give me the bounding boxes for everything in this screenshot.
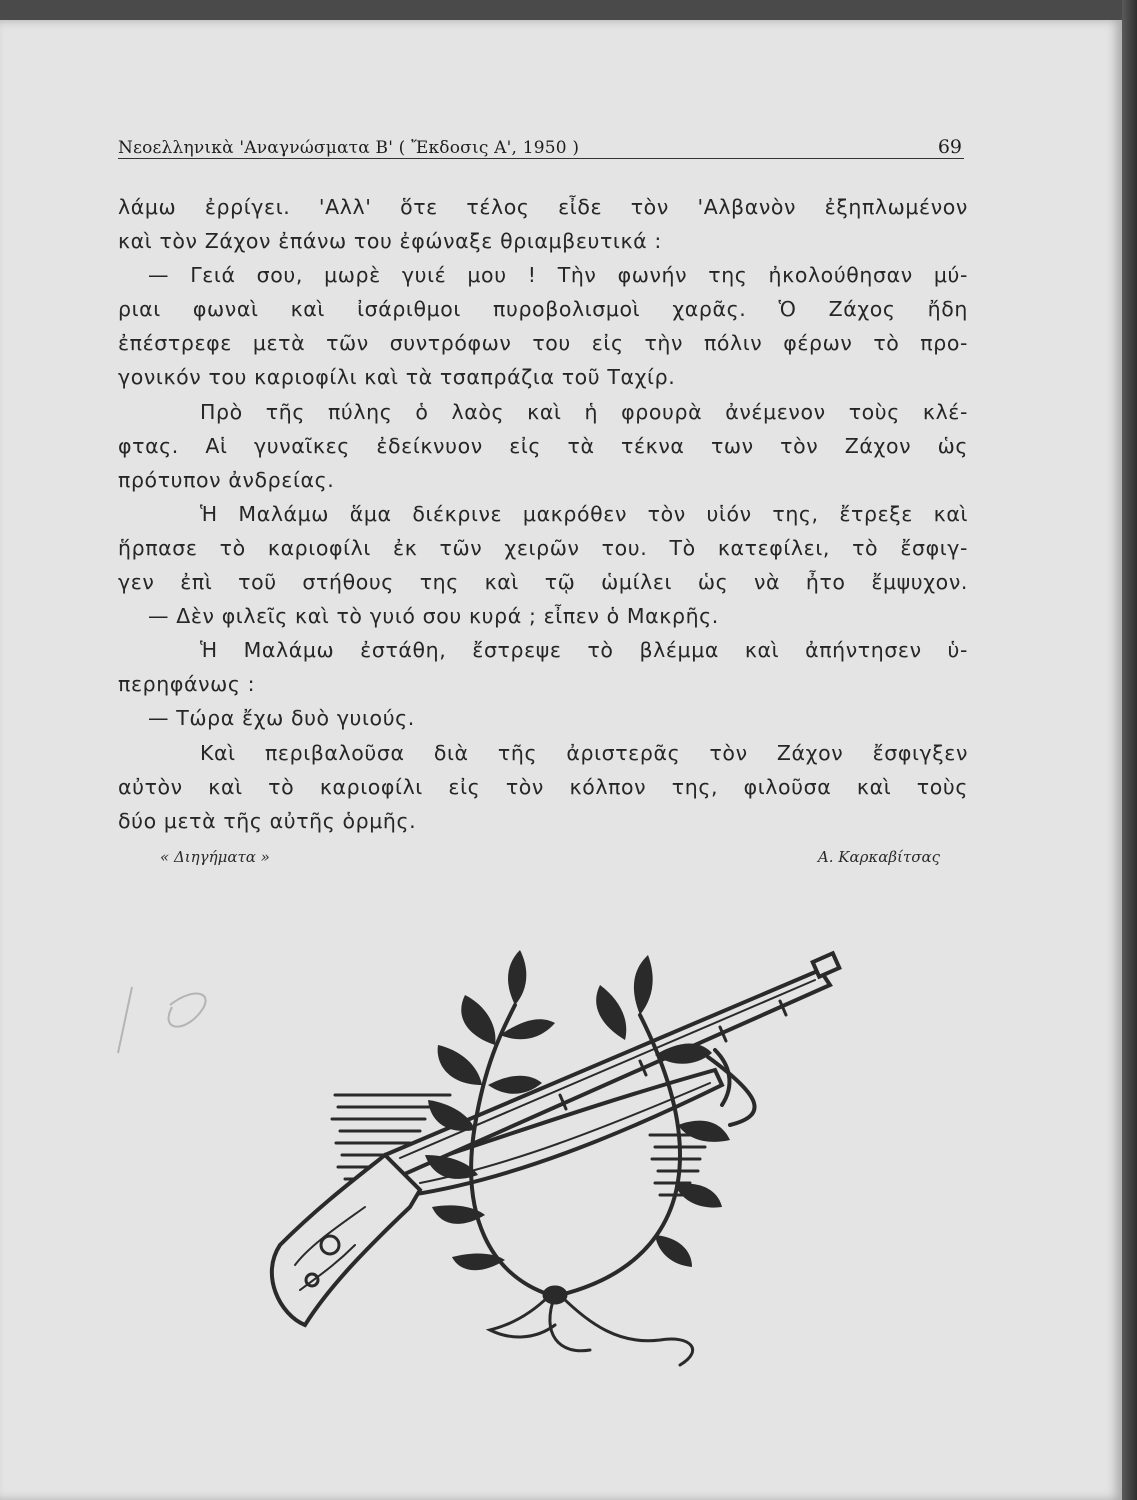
text-line: Ἡ Μαλάμω ἐστάθη, ἔστρεψε τὸ βλέμμα καὶ ἀπήντησεν ὑ- [200, 638, 968, 663]
text-line: δύο μετὰ τῆς αὐτῆς ὁρμῆς. [118, 808, 417, 833]
header-title: Νεοελληνικὰ 'Αναγνώσματα Β' ( Ἔκδοσις Α', 1950 ) [118, 138, 580, 158]
text-line: φτας. Αἱ γυναῖκες ἐδείκνυον εἰς τὰ τέκνα των τὸν Ζάχον ὡς [118, 433, 968, 458]
text-line: Ἡ Μαλάμω ἅμα διέκρινε μακρόθεν τὸν υἱόν της, ἔτρεξε καὶ [200, 501, 968, 526]
text-line: — Γειά σου, μωρὲ γυιέ μου ! Τὴν φωνήν της ἠκολούθησαν μύ- [148, 263, 968, 288]
rifle-laurel-wreath-vignette-icon [260, 945, 860, 1375]
text-line: πρότυπον ἀνδρείας. [118, 467, 335, 492]
text-line: περηφάνως : [118, 672, 256, 697]
handwritten-pencil-mark-icon [100, 975, 230, 1065]
source-title: « Διηγήματα » [160, 848, 270, 866]
text-line: γεν ἐπὶ τοῦ στήθους της καὶ τῷ ὡμίλει ὡς νὰ ἦτο ἔμψυχον. [118, 570, 968, 595]
text-line: Πρὸ τῆς πύλης ὁ λαὸς καὶ ἡ φρουρὰ ἀνέμενον τοὺς κλέ- [200, 399, 968, 424]
text-line: — Τώρα ἔχω δυὸ γυιούς. [148, 706, 415, 731]
book-spine-edge [1122, 0, 1137, 1500]
text-line: ἥρπασε τὸ καριοφίλι ἐκ τῶν χειρῶν του. Τὸ κατεφίλει, τὸ ἔσφιγ- [118, 535, 968, 560]
text-line: αὐτὸν καὶ τὸ καριοφίλι εἰς τὸν κόλπον της, φιλοῦσα καὶ τοὺς [118, 774, 968, 799]
text-line: — Δὲν φιλεῖς καὶ τὸ γυιό σου κυρά ; εἶπεν ὁ Μακρῆς. [148, 604, 719, 629]
running-header [118, 118, 964, 159]
page-number: 69 [937, 136, 962, 158]
text-line: λάμω ἐρρίγει. 'Αλλ' ὅτε τέλος εἶδε τὸν 'Αλβανὸν ἐξηπλωμένον [118, 195, 968, 219]
text-line: ριαι φωναὶ καὶ ἰσάριθμοι πυροβολισμοὶ χαρᾶς. Ὁ Ζάχος ἤδη [118, 297, 968, 322]
book-page [0, 20, 1122, 1500]
text-line: ἐπέστρεφε μετὰ τῶν συντρόφων του εἰς τὴν πόλιν φέρων τὸ προ- [118, 331, 968, 356]
text-line: Καὶ περιβαλοῦσα διὰ τῆς ἀριστερᾶς τὸν Ζάχον ἔσφιγξεν [200, 740, 968, 765]
text-line: γονικόν του καριοφίλι καὶ τὰ τσαπράζια τοῦ Ταχίρ. [118, 365, 676, 390]
body-text [118, 190, 968, 838]
author-name: Α. Καρκαβίτσας [817, 848, 940, 866]
text-line: καὶ τὸν Ζάχον ἐπάνω του ἐφώναξε θριαμβευτικά : [118, 229, 662, 254]
attribution [160, 848, 940, 878]
